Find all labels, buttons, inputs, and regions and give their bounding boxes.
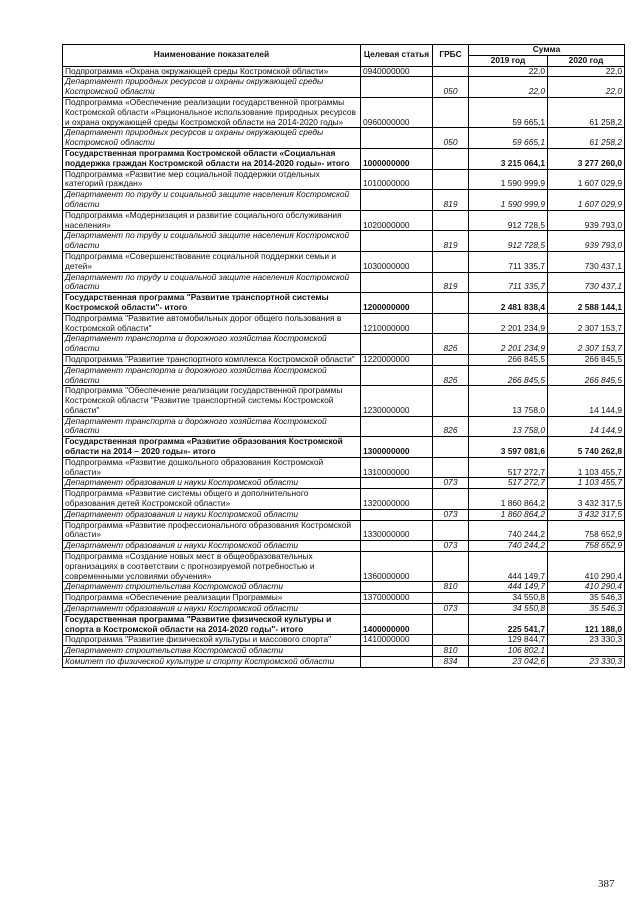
header-2020: 2020 год xyxy=(548,55,625,66)
cell-2020: 2 307 153,7 xyxy=(548,313,625,334)
cell-name: Департамент природных ресурсов и охраны окружающей среды Костромской области xyxy=(63,77,361,98)
cell-2019: 225 541,7 xyxy=(469,614,548,635)
cell-name: Департамент природных ресурсов и охраны окружающей среды Костромской области xyxy=(63,128,361,149)
cell-name: Департамент образования и науки Костромской области xyxy=(63,509,361,520)
cell-target-article: 1030000000 xyxy=(361,251,433,272)
cell-2019: 1 590 999,9 xyxy=(469,190,548,211)
table-row xyxy=(63,520,625,541)
cell-2019: 34 550,8 xyxy=(469,604,548,615)
cell-grbs: 050 xyxy=(433,128,469,149)
cell-target-article: 1220000000 xyxy=(361,354,433,365)
cell-2019: 3 215 064,1 xyxy=(469,148,548,169)
cell-target-article xyxy=(361,478,433,489)
table-row xyxy=(63,293,625,314)
table-row xyxy=(63,128,625,149)
cell-grbs xyxy=(433,489,469,510)
cell-name: Государственная программа «Развитие образования Костромской области на 2014 – 2020 годы»- итого xyxy=(63,437,361,458)
cell-grbs xyxy=(433,251,469,272)
header-2019: 2019 год xyxy=(469,55,548,66)
cell-target-article xyxy=(361,541,433,552)
cell-2020: 14 144,9 xyxy=(548,386,625,416)
cell-name: Подпрограмма "Развитие физической культуры и массового спорта" xyxy=(63,635,361,646)
cell-target-article: 1000000000 xyxy=(361,148,433,169)
table-row xyxy=(63,97,625,127)
table-row xyxy=(63,457,625,478)
table-row xyxy=(63,148,625,169)
cell-2020: 758 652,9 xyxy=(548,520,625,541)
cell-2020: 5 740 262,8 xyxy=(548,437,625,458)
cell-2019: 912 728,5 xyxy=(469,231,548,252)
cell-target-article: 1010000000 xyxy=(361,169,433,190)
table-row xyxy=(63,478,625,489)
table-row xyxy=(63,635,625,646)
cell-grbs xyxy=(433,593,469,604)
cell-2020: 3 432 317,5 xyxy=(548,509,625,520)
cell-name: Департамент транспорта и дорожного хозяйства Костромской области xyxy=(63,334,361,355)
table-row xyxy=(63,231,625,252)
cell-2020: 22,0 xyxy=(548,77,625,98)
cell-target-article xyxy=(361,416,433,437)
cell-grbs: 810 xyxy=(433,646,469,657)
table-row xyxy=(63,582,625,593)
cell-2020: 730 437,1 xyxy=(548,272,625,293)
cell-2019: 13 758,0 xyxy=(469,386,548,416)
cell-target-article: 1330000000 xyxy=(361,520,433,541)
cell-name: Подпрограмма «Обеспечение реализации Программы» xyxy=(63,593,361,604)
cell-2019: 129 844,7 xyxy=(469,635,548,646)
table-row xyxy=(63,313,625,334)
table-row xyxy=(63,593,625,604)
cell-2020: 3 277 260,0 xyxy=(548,148,625,169)
cell-target-article: 1310000000 xyxy=(361,457,433,478)
cell-grbs xyxy=(433,169,469,190)
cell-grbs: 073 xyxy=(433,509,469,520)
cell-2020: 35 546,3 xyxy=(548,604,625,615)
header-name: Наименование показателей xyxy=(63,45,361,67)
cell-target-article: 1200000000 xyxy=(361,293,433,314)
header-grbs: ГРБС xyxy=(433,45,469,67)
cell-grbs xyxy=(433,354,469,365)
cell-2019: 1 860 864,2 xyxy=(469,509,548,520)
cell-target-article: 1230000000 xyxy=(361,386,433,416)
cell-grbs xyxy=(433,313,469,334)
table-row xyxy=(63,437,625,458)
cell-name: Подпрограмма «Развитие дошкольного образования Костромской области» xyxy=(63,457,361,478)
cell-name: Подпрограмма «Охрана окружающей среды Костромской области» xyxy=(63,66,361,77)
table-row xyxy=(63,386,625,416)
cell-2020: 266 845,5 xyxy=(548,354,625,365)
table-row xyxy=(63,604,625,615)
cell-name: Департамент по труду и социальной защите населения Костромской области xyxy=(63,272,361,293)
cell-2019: 711 335,7 xyxy=(469,251,548,272)
table-row xyxy=(63,251,625,272)
cell-grbs xyxy=(433,148,469,169)
cell-grbs xyxy=(433,97,469,127)
table-row xyxy=(63,509,625,520)
cell-grbs xyxy=(433,520,469,541)
cell-grbs xyxy=(433,552,469,582)
cell-grbs: 073 xyxy=(433,478,469,489)
cell-2020: 1 103 455,7 xyxy=(548,457,625,478)
cell-2019: 3 597 081,6 xyxy=(469,437,548,458)
cell-name: Государственная программа "Развитие транспортной системы Костромской области"- итого xyxy=(63,293,361,314)
cell-2019: 740 244,2 xyxy=(469,520,548,541)
cell-target-article xyxy=(361,582,433,593)
page-number: 387 xyxy=(598,878,615,890)
cell-2020: 410 290,4 xyxy=(548,552,625,582)
cell-name: Подпрограмма «Развитие профессионального образования Костромской области» xyxy=(63,520,361,541)
table-body xyxy=(63,66,625,667)
cell-2020: 939 793,0 xyxy=(548,231,625,252)
cell-name: Подпрограмма "Развитие транспортного комплекса Костромской области" xyxy=(63,354,361,365)
cell-2020: 3 432 317,5 xyxy=(548,489,625,510)
cell-target-article xyxy=(361,657,433,668)
cell-name: Департамент по труду и социальной защите населения Костромской области xyxy=(63,190,361,211)
cell-grbs: 826 xyxy=(433,416,469,437)
cell-grbs: 819 xyxy=(433,190,469,211)
cell-2019: 2 481 838,4 xyxy=(469,293,548,314)
cell-grbs: 826 xyxy=(433,365,469,386)
table-row xyxy=(63,416,625,437)
cell-name: Департамент образования и науки Костромской области xyxy=(63,541,361,552)
cell-target-article: 1370000000 xyxy=(361,593,433,604)
table-row xyxy=(63,365,625,386)
cell-grbs xyxy=(433,210,469,231)
cell-2020 xyxy=(548,646,625,657)
table-row xyxy=(63,614,625,635)
cell-2019: 13 758,0 xyxy=(469,416,548,437)
cell-grbs xyxy=(433,457,469,478)
cell-2019: 711 335,7 xyxy=(469,272,548,293)
cell-target-article: 0940000000 xyxy=(361,66,433,77)
cell-target-article: 0960000000 xyxy=(361,97,433,127)
cell-2020: 22,0 xyxy=(548,66,625,77)
cell-name: Подпрограмма «Обеспечение реализации государственной программы Костромской области «Рациональное использование природных ресурсов и охрана окружающей среды Костромской области на 2014-2020 годы» xyxy=(63,97,361,127)
cell-grbs xyxy=(433,437,469,458)
cell-2020: 61 258,2 xyxy=(548,97,625,127)
cell-target-article xyxy=(361,231,433,252)
cell-2019: 22,0 xyxy=(469,66,548,77)
cell-target-article: 1410000000 xyxy=(361,635,433,646)
cell-name: Государственная программа "Развитие физической культуры и спорта в Костромской области на 2014-2020 годы"- итого xyxy=(63,614,361,635)
cell-2020: 14 144,9 xyxy=(548,416,625,437)
cell-name: Департамент по труду и социальной защите населения Костромской области xyxy=(63,231,361,252)
cell-2019: 1 860 864,2 xyxy=(469,489,548,510)
cell-target-article xyxy=(361,365,433,386)
cell-2020: 266 845,5 xyxy=(548,365,625,386)
table-row xyxy=(63,354,625,365)
cell-name: Подпрограмма "Обеспечение реализации государственной программы Костромской области "Развитие транспортной системы Костромской области" xyxy=(63,386,361,416)
cell-2020: 121 188,0 xyxy=(548,614,625,635)
cell-name: Подпрограмма «Совершенствование социальной поддержки семьи и детей» xyxy=(63,251,361,272)
cell-2020: 758 652,9 xyxy=(548,541,625,552)
cell-2020: 730 437,1 xyxy=(548,251,625,272)
cell-2020: 1 607 029,9 xyxy=(548,169,625,190)
cell-target-article xyxy=(361,509,433,520)
cell-2020: 61 258,2 xyxy=(548,128,625,149)
cell-target-article xyxy=(361,77,433,98)
cell-target-article xyxy=(361,190,433,211)
cell-grbs: 819 xyxy=(433,231,469,252)
cell-name: Департамент строительства Костромской области xyxy=(63,582,361,593)
table-row xyxy=(63,77,625,98)
cell-2019: 266 845,5 xyxy=(469,354,548,365)
cell-name: Департамент строительства Костромской области xyxy=(63,646,361,657)
cell-target-article: 1210000000 xyxy=(361,313,433,334)
cell-2020: 23 330,3 xyxy=(548,657,625,668)
cell-grbs: 810 xyxy=(433,582,469,593)
cell-target-article: 1300000000 xyxy=(361,437,433,458)
cell-2020: 410 290,4 xyxy=(548,582,625,593)
table-row xyxy=(63,334,625,355)
cell-grbs: 834 xyxy=(433,657,469,668)
header-sum: Сумма xyxy=(469,45,625,56)
cell-name: Комитет по физической культуре и спорту Костромской области xyxy=(63,657,361,668)
cell-name: Подпрограмма «Модернизация и развитие социального обслуживания населения» xyxy=(63,210,361,231)
cell-2020: 35 546,3 xyxy=(548,593,625,604)
table-row xyxy=(63,552,625,582)
cell-name: Подпрограмма «Создание новых мест в общеобразовательных организациях в соответствии с прогнозируемой потребностью и современными условиями обучения» xyxy=(63,552,361,582)
cell-2019: 22,0 xyxy=(469,77,548,98)
table-row xyxy=(63,190,625,211)
cell-grbs: 826 xyxy=(433,334,469,355)
cell-2019: 444 149,7 xyxy=(469,582,548,593)
cell-2019: 912 728,5 xyxy=(469,210,548,231)
cell-2019: 517 272,7 xyxy=(469,457,548,478)
cell-name: Подпрограмма "Развитие автомобильных дорог общего пользования в Костромской области" xyxy=(63,313,361,334)
cell-grbs xyxy=(433,66,469,77)
cell-2019: 2 201 234,9 xyxy=(469,334,548,355)
cell-2019: 444 149,7 xyxy=(469,552,548,582)
cell-name: Департамент транспорта и дорожного хозяйства Костромской области xyxy=(63,365,361,386)
cell-target-article: 1320000000 xyxy=(361,489,433,510)
cell-2019: 59 665,1 xyxy=(469,97,548,127)
cell-target-article: 1360000000 xyxy=(361,552,433,582)
cell-name: Государственная программа Костромской области «Социальная поддержка граждан Костромской области на 2014-2020 годы»- итого xyxy=(63,148,361,169)
cell-name: Департамент образования и науки Костромской области xyxy=(63,604,361,615)
cell-grbs xyxy=(433,614,469,635)
cell-grbs: 073 xyxy=(433,604,469,615)
cell-2019: 517 272,7 xyxy=(469,478,548,489)
cell-2019: 34 550,8 xyxy=(469,593,548,604)
cell-target-article xyxy=(361,604,433,615)
budget-table xyxy=(62,44,625,668)
table-row xyxy=(63,489,625,510)
table-row xyxy=(63,66,625,77)
cell-2020: 23 330,3 xyxy=(548,635,625,646)
cell-target-article: 1020000000 xyxy=(361,210,433,231)
cell-2020: 1 103 455,7 xyxy=(548,478,625,489)
table-row xyxy=(63,210,625,231)
cell-2019: 106 802,1 xyxy=(469,646,548,657)
cell-target-article xyxy=(361,128,433,149)
cell-grbs: 050 xyxy=(433,77,469,98)
cell-2020: 1 607 029,9 xyxy=(548,190,625,211)
cell-grbs xyxy=(433,386,469,416)
cell-grbs xyxy=(433,293,469,314)
cell-grbs xyxy=(433,635,469,646)
cell-target-article xyxy=(361,272,433,293)
cell-target-article xyxy=(361,334,433,355)
cell-2020: 2 588 144,1 xyxy=(548,293,625,314)
table-row xyxy=(63,541,625,552)
cell-target-article xyxy=(361,646,433,657)
cell-2019: 740 244,2 xyxy=(469,541,548,552)
cell-name: Подпрограмма «Развитие мер социальной поддержки отдельных категорий граждан» xyxy=(63,169,361,190)
cell-grbs: 073 xyxy=(433,541,469,552)
cell-2020: 939 793,0 xyxy=(548,210,625,231)
header-target-article: Целевая статья xyxy=(361,45,433,67)
cell-2019: 23 042,6 xyxy=(469,657,548,668)
cell-target-article: 1400000000 xyxy=(361,614,433,635)
cell-name: Департамент транспорта и дорожного хозяйства Костромской области xyxy=(63,416,361,437)
table-row xyxy=(63,646,625,657)
cell-grbs: 819 xyxy=(433,272,469,293)
cell-2020: 2 307 153,7 xyxy=(548,334,625,355)
table-row xyxy=(63,169,625,190)
cell-2019: 59 665,1 xyxy=(469,128,548,149)
cell-name: Подпрограмма «Развитие системы общего и дополнительного образования детей Костромской области» xyxy=(63,489,361,510)
cell-2019: 266 845,5 xyxy=(469,365,548,386)
table-row xyxy=(63,657,625,668)
table-row xyxy=(63,272,625,293)
cell-2019: 2 201 234,9 xyxy=(469,313,548,334)
cell-2019: 1 590 999,9 xyxy=(469,169,548,190)
cell-name: Департамент образования и науки Костромской области xyxy=(63,478,361,489)
